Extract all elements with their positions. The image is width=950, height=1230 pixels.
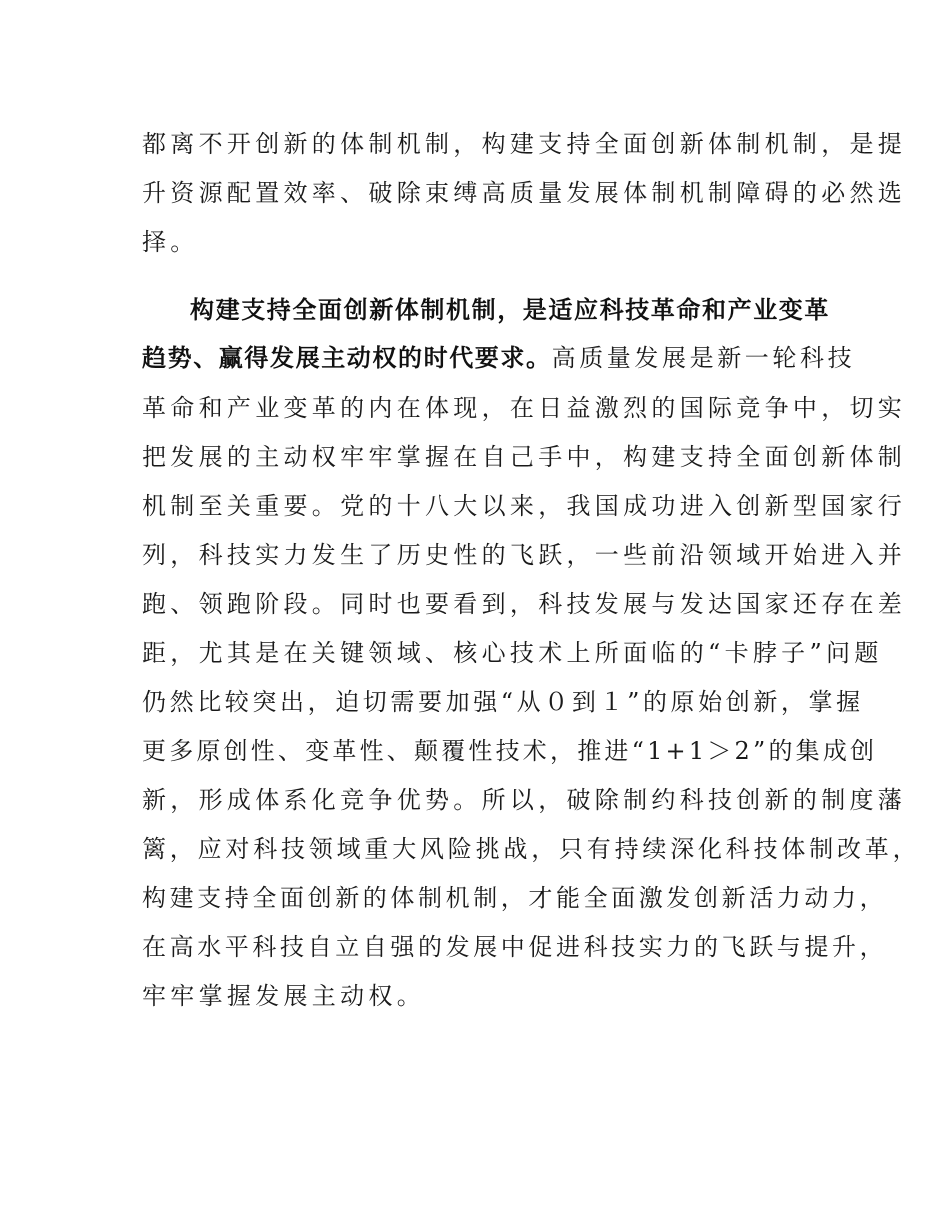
paragraph-2-line: 牢牢掌握发展主动权。 [142,982,425,1010]
paragraph-2-line: 机制至关重要。党的十八大以来，我国成功进入创新型国家行 [142,492,907,520]
paragraph-2-line: 把发展的主动权牢牢掌握在自己手中，构建支持全面创新体制 [142,443,907,471]
paragraph-1-line-1: 都离不开创新的体制机制，构建支持全面创新体制机制，是提 [142,130,907,158]
paragraph-2-line: 列，科技实力发生了历史性的飞跃，一些前沿领域开始进入并 [142,541,907,569]
paragraph-2-bold-lead-line-1: 构建支持全面创新体制机制，是适应科技革命和产业变革 [190,296,830,324]
paragraph-2-line: 新，形成体系化竞争优势。所以，破除制约科技创新的制度藩 [142,786,907,814]
paragraph-2-bold-lead-line-2: 趋势、赢得发展主动权的时代要求。 [142,344,552,372]
paragraph-2-line: 跑、领跑阶段。同时也要看到，科技发展与发达国家还存在差 [142,590,907,618]
paragraph-2-line: 更多原创性、变革性、颠覆性技术，推进“1+1＞2”的集成创 [142,737,878,765]
paragraph-2-line-2 [142,338,855,378]
paragraph-2-line: 篱，应对科技领域重大风险挑战，只有持续深化科技体制改革， [142,835,921,863]
paragraph-2-line: 革命和产业变革的内在体现，在日益激烈的国际竞争中，切实 [142,394,907,422]
paragraph-1-line-3: 择。 [142,228,199,256]
paragraph-2-line: 距，尤其是在关键领域、核心技术上所面临的“卡脖子”问题 [142,639,883,667]
paragraph-2-line: 在高水平科技自立自强的发展中促进科技实力的飞跃与提升， [142,933,888,961]
paragraph-2-line-2-rest: 高质量发展是新一轮科技 [551,344,856,372]
paragraph-2-line: 仍然比较突出，迫切需要加强“从０到１”的原始创新，掌握 [142,688,864,716]
paragraph-1-line-2: 升资源配置效率、破除束缚高质量发展体制机制障碍的必然选 [142,179,907,207]
paragraph-2-line: 构建支持全面创新的体制机制，才能全面激发创新活力动力， [142,884,888,912]
